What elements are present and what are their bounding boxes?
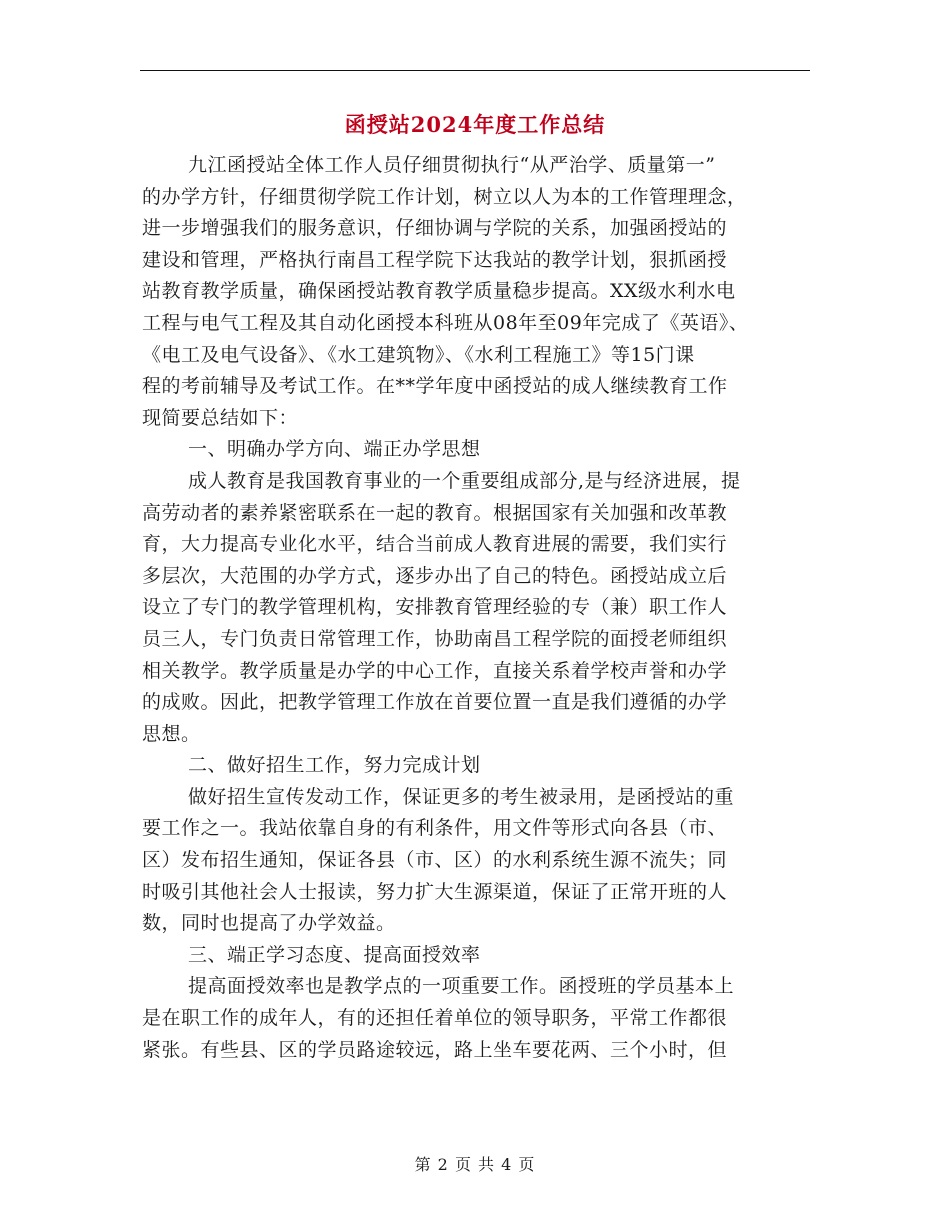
text-line: 紧张。有些县、区的学员路途较远，路上坐车要花两、三个小时，但 [142, 1038, 728, 1061]
text-line: 站教育教学质量，确保函授站教育教学质量稳步提高。XX级水利水电 [142, 280, 736, 303]
text-line: 要工作之一。我站依靠自身的有利条件，用文件等形式向各县（市、 [142, 817, 728, 840]
page-number-footer: 第 2 页 共 4 页 [414, 1155, 536, 1174]
text-line: 工程与电气工程及其自动化函授本科班从08年至09年完成了《英语》、 [142, 311, 749, 334]
text-line: 的成败。因此，把教学管理工作放在首要位置一直是我们遵循的办学 [142, 691, 728, 714]
text-line: 育，大力提高专业化水平，结合当前成人教育进展的需要，我们实行 [142, 533, 728, 556]
text-line: 一、明确办学方向、端正办学思想 [188, 438, 481, 461]
text-line: 区）发布招生通知，保证各县（市、区）的水利系统生源不流失；同 [142, 849, 728, 872]
document-body [142, 150, 808, 1066]
text-line: 进一步增强我们的服务意识，仔细协调与学院的关系，加强函授站的 [142, 217, 728, 240]
text-line: 《电工及电气设备》、《水工建筑物》、《水利工程施工》等15门课 [142, 343, 695, 366]
header-rule [140, 70, 810, 71]
document-title: 函授站2024年度工作总结 [344, 112, 606, 137]
text-line: 高劳动者的素养紧密联系在一起的教育。根据国家有关加强和改革教 [142, 501, 728, 524]
text-line: 三、端正学习态度、提高面授效率 [188, 943, 481, 966]
text-line: 程的考前辅导及考试工作。在**学年度中函授站的成人继续教育工作 [142, 375, 728, 398]
text-line: 成人教育是我国教育事业的一个重要组成部分,是与经济进展，提 [188, 469, 741, 492]
text-line: 九江函授站全体工作人员仔细贯彻执行“从严治学、质量第一” [188, 154, 716, 176]
text-line: 现简要总结如下： [142, 406, 299, 429]
text-line: 的办学方针，仔细贯彻学院工作计划，树立以人为本的工作管理理念， [142, 185, 747, 208]
text-line: 提高面授效率也是教学点的一项重要工作。函授班的学员基本上 [188, 975, 735, 998]
text-line: 时吸引其他社会人士报读，努力扩大生源渠道，保证了正常开班的人 [142, 880, 728, 903]
text-line: 多层次，大范围的办学方式，逐步办出了自己的特色。函授站成立后 [142, 564, 728, 587]
text-line: 数，同时也提高了办学效益。 [142, 912, 396, 935]
text-line: 二、做好招生工作，努力完成计划 [188, 754, 481, 777]
text-line: 相关教学。教学质量是办学的中心工作，直接关系着学校声誉和办学 [142, 659, 728, 682]
text-line: 建设和管理，严格执行南昌工程学院下达我站的教学计划，狠抓函授 [142, 248, 728, 271]
text-line: 设立了专门的教学管理机构，安排教育管理经验的专（兼）职工作人 [142, 596, 728, 619]
text-line: 是在职工作的成年人，有的还担任着单位的领导职务，平常工作都很 [142, 1007, 728, 1030]
text-line: 员三人，专门负责日常管理工作，协助南昌工程学院的面授老师组织 [142, 627, 728, 650]
text-line: 做好招生宣传发动工作，保证更多的考生被录用，是函授站的重 [188, 785, 735, 808]
text-line: 思想。 [142, 722, 201, 745]
